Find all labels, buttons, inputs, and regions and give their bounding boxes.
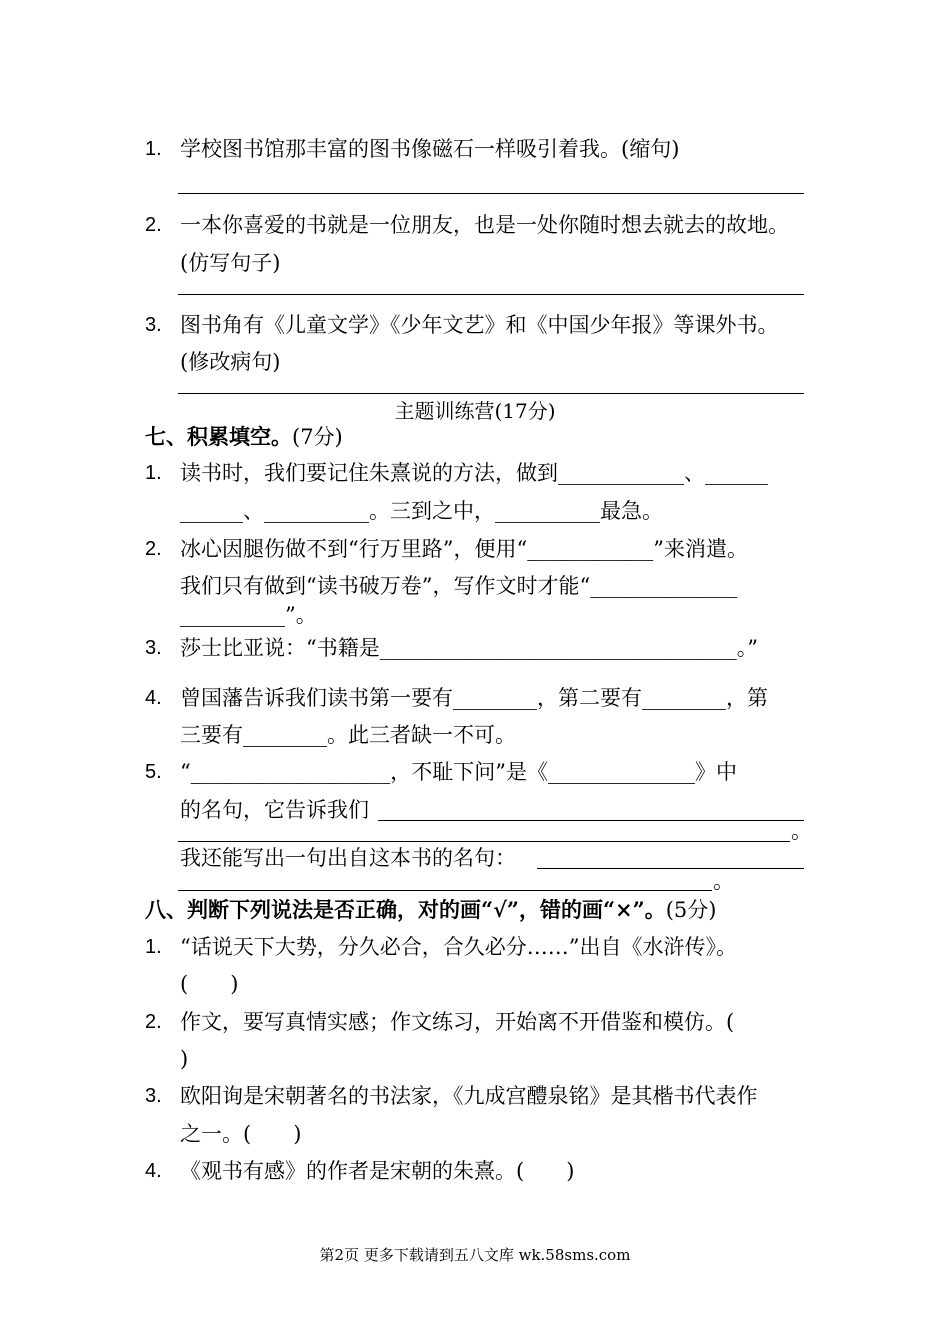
answer-bracket[interactable]: ( ) — [180, 972, 239, 996]
answer-line[interactable] — [178, 890, 712, 891]
question-text: __________”。 — [180, 603, 317, 627]
question-number: 3. — [145, 314, 162, 336]
question-number: 2. — [145, 214, 162, 236]
section-title: 主题训练营(17分) — [394, 399, 556, 423]
answer-bracket[interactable]: ) — [180, 1047, 189, 1071]
answer-line[interactable] — [537, 868, 804, 869]
question-task: (仿写句子) — [180, 251, 281, 275]
sentence-end: 。 — [791, 819, 812, 843]
question-text: 我们只有做到“读书破万卷”，写作文时才能“______________ — [180, 574, 738, 598]
question-text: 曾国藩告诉我们读书第一要有________，第二要有________，第 — [180, 686, 768, 710]
question-text: 图书角有《儿童文学》《少年文艺》和《中国少年报》等课外书。 — [180, 313, 779, 337]
question-text: 《观书有感》的作者是宋朝的朱熹。( ) — [180, 1159, 575, 1183]
question-number: 4. — [145, 687, 162, 709]
answer-line[interactable] — [378, 820, 804, 821]
answer-line[interactable] — [178, 841, 790, 842]
question-number: 2. — [145, 538, 162, 560]
question-number: 1. — [145, 138, 162, 160]
question-text: “话说天下大势，分久必合，合久必分……”出自《水浒传》。 — [180, 935, 737, 959]
question-text: 冰心因腿伤做不到“行万里路”，便用“____________”来消遣。 — [180, 537, 748, 561]
question-text: 作文，要写真情实感；作文练习，开始离不开借鉴和模仿。( — [180, 1010, 735, 1034]
question-number: 2. — [145, 1011, 162, 1033]
section-score: (5分) — [665, 898, 717, 922]
question-text: 学校图书馆那丰富的图书像磁石一样吸引着我。(缩句) — [180, 137, 680, 161]
answer-line[interactable] — [178, 393, 804, 394]
question-number: 4. — [145, 1160, 162, 1182]
page-footer: 第2页 更多下载请到五八文库 wk.58sms.com — [319, 1246, 631, 1264]
answer-line[interactable] — [178, 294, 804, 295]
question-text: 我还能写出一句出自这本书的名句： — [180, 846, 516, 870]
question-text: 的名句，它告诉我们 — [180, 798, 369, 822]
question-text: 之一。( ) — [180, 1122, 302, 1146]
answer-line[interactable] — [178, 193, 804, 194]
section-heading: 七、积累填空。(7分) — [145, 424, 343, 449]
question-number: 3. — [145, 637, 162, 659]
question-text: 读书时，我们要记住朱熹说的方法，做到____________、______ — [180, 461, 768, 485]
question-text: 欧阳询是宋朝著名的书法家，《九成宫醴泉铭》是其楷书代表作 — [180, 1084, 758, 1108]
question-task: (修改病句) — [180, 350, 281, 374]
section-heading: 八、判断下列说法是否正确，对的画“√”，错的画“×”。(5分) — [145, 897, 717, 922]
question-number: 3. — [145, 1085, 162, 1107]
question-number: 1. — [145, 462, 162, 484]
question-text: ______、__________。三到之中，__________最急。 — [180, 499, 663, 523]
question-text: 莎士比亚说：“书籍是__________________________________。” — [180, 636, 758, 660]
question-number: 5. — [145, 761, 162, 783]
question-text: “___________________，不耻下问”是《______________》中 — [180, 760, 737, 784]
question-number: 1. — [145, 936, 162, 958]
sentence-end: 。 — [713, 869, 734, 893]
section-score: (7分) — [292, 425, 343, 449]
question-text: 三要有________。此三者缺一不可。 — [180, 723, 516, 747]
question-text: 一本你喜爱的书就是一位朋友，也是一处你随时想去就去的故地。 — [180, 213, 789, 237]
